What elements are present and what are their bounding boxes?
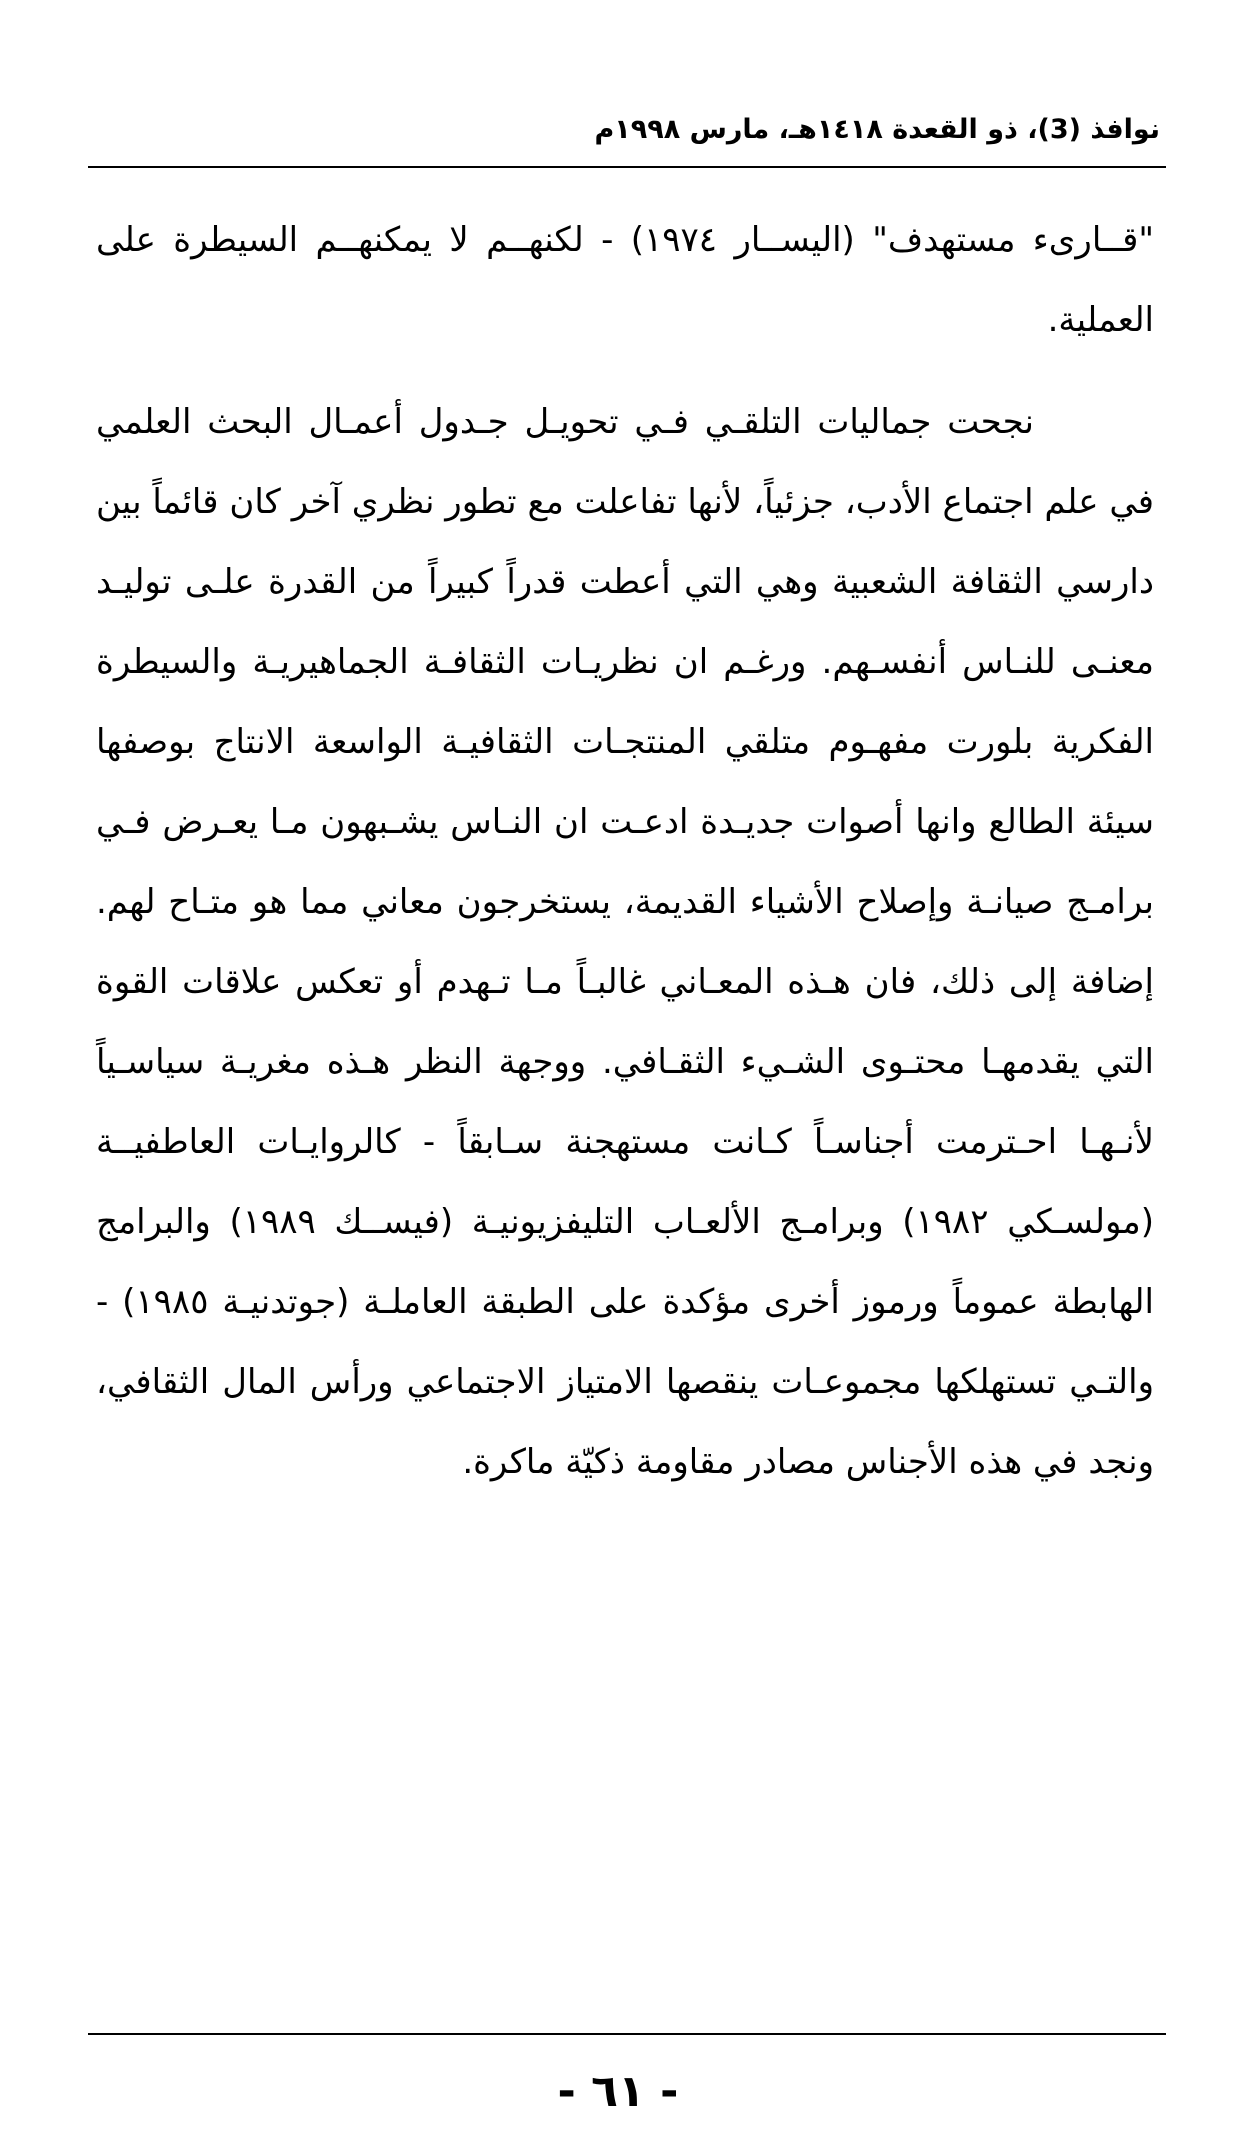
- footer-divider: [88, 2033, 1166, 2035]
- paragraph-main: نجحت جماليات التلقـي فـي تحويـل جـدول أعمـال البحث العلمي في علم اجتماع الأدب، جزئياً، لأنها تفاعلت مع تطور نظري آخر كان قائماً بين دارسي الثقافة الشعبية وهي التي أعطت قدراً كبيراً من القدرة علـى توليـد معنـى للنـاس أنفسـهم. ورغـم ان نظريـات الثقافـة الجماهيريـة والسيطرة الفكرية بلورت مفهـوم متلقي المنتجـات الثقافيـة الواسعة الانتاج بوصفها سيئة الطالع وانها أصوات جديـدة ادعـت ان النـاس يشـبهون مـا يعـرض فـي برامـج صيانـة وإصلاح الأشياء القديمة، يستخرجون معاني مما هو متـاح لهم. إضافة إلى ذلك، فان هـذه المعـاني غالبـاً مـا تـهدم أو تعكس علاقات القوة التي يقدمهـا محتـوى الشـيء الثقـافي. ووجهة النظر هـذه مغريـة سياسـياً لأنـهـا احـترمت أجناسـاً كـانت مستهجنة سـابقاً - كالروايـات العاطفيــة (مولسـكي ١٩٨٢) وبرامـج الألعـاب التليفزيونيـة (فيســك ١٩٨٩) والبرامج الهابطة عموماً ورموز أخرى مؤكدة على الطبقة العاملـة (جوتدنيـة ١٩٨٥) - والتـي تستهلكها مجموعـات ينقصها الامتياز الاجتماعي ورأس المال الثقافي، ونجد في هذه الأجناس مصادر مقاومة ذكيّة ماكرة.: [96, 402, 1154, 1482]
- header-divider: [88, 166, 1166, 168]
- paragraph-continuation: "قــارىء مستهدف" (اليســار ١٩٧٤) - لكنهــم لا يمكنهــم السيطرة على العملية.: [96, 220, 1154, 340]
- page-number: - ٦١ -: [557, 2066, 679, 2117]
- body-text: [96, 200, 1154, 1502]
- running-header: نوافذ (3)، ذو القعدة ١٤١٨هـ، مارس ١٩٩٨م: [594, 114, 1160, 145]
